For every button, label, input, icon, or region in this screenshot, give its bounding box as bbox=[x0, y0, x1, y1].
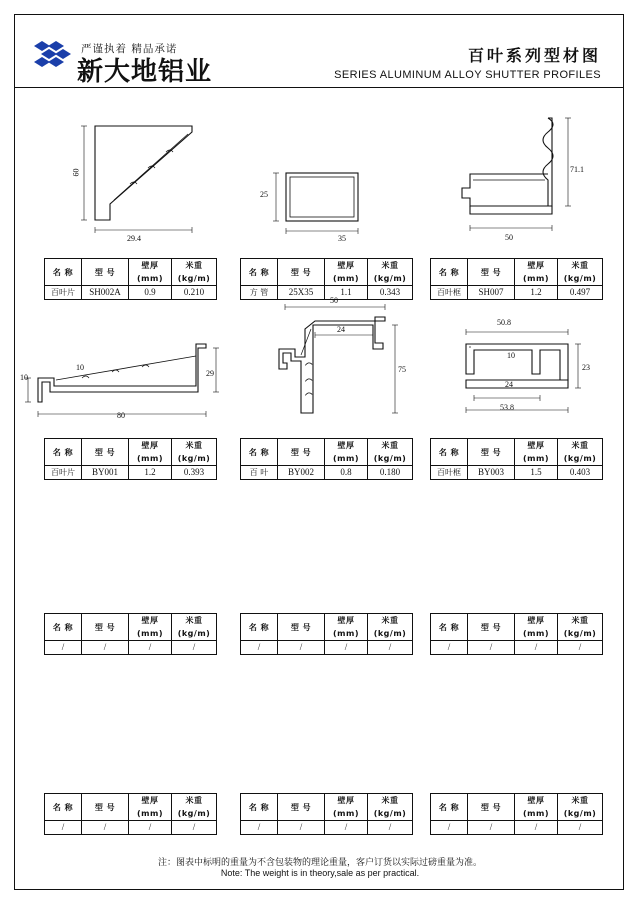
col-model: 型 号 bbox=[82, 614, 129, 641]
cell-weight: / bbox=[172, 821, 217, 835]
col-weight: 米重(kg/m) bbox=[558, 614, 603, 641]
dim-sh007-height: 71.1 bbox=[570, 165, 584, 174]
table-row bbox=[241, 439, 413, 466]
table-row bbox=[431, 286, 603, 300]
col-model: 型 号 bbox=[278, 794, 325, 821]
cell-name: / bbox=[431, 821, 468, 835]
col-weight: 米重(kg/m) bbox=[368, 614, 413, 641]
table-row bbox=[431, 259, 603, 286]
spec-table-sh002a bbox=[44, 258, 217, 300]
table-row bbox=[431, 439, 603, 466]
col-thickness: 壁厚(mm) bbox=[325, 794, 368, 821]
cell-model: / bbox=[468, 821, 515, 835]
cell-name: / bbox=[431, 641, 468, 655]
table-row bbox=[45, 259, 217, 286]
dim-by001-h3: 29 bbox=[206, 369, 214, 378]
cell-name: / bbox=[241, 821, 278, 835]
col-thickness: 壁厚(mm) bbox=[325, 439, 368, 466]
col-weight: 米重(kg/m) bbox=[172, 614, 217, 641]
cell-name: / bbox=[241, 641, 278, 655]
cell-name: 百叶框 bbox=[431, 286, 468, 300]
cell-thickness: / bbox=[325, 821, 368, 835]
col-name: 名 称 bbox=[431, 794, 468, 821]
col-name: 名 称 bbox=[45, 259, 82, 286]
col-model: 型 号 bbox=[82, 794, 129, 821]
dim-by003-top: 50.8 bbox=[497, 318, 511, 327]
brand-slogan: 严谨执着 精品承诺 bbox=[81, 43, 178, 55]
spec-table-by001 bbox=[44, 438, 217, 480]
spec-table-empty-3 bbox=[430, 613, 603, 655]
cell-thickness: / bbox=[129, 821, 172, 835]
table-row bbox=[45, 821, 217, 835]
cell-weight: / bbox=[368, 641, 413, 655]
dim-25x35-height: 25 bbox=[260, 190, 268, 199]
col-name: 名 称 bbox=[241, 439, 278, 466]
dim-by002-mid: 24 bbox=[337, 325, 345, 334]
profile-drawing-sh002a bbox=[70, 108, 220, 253]
cell-thickness: 1.2 bbox=[129, 466, 172, 480]
cell-weight: / bbox=[558, 821, 603, 835]
table-row bbox=[241, 641, 413, 655]
col-weight: 米重(kg/m) bbox=[172, 439, 217, 466]
col-name: 名 称 bbox=[241, 614, 278, 641]
cell-model: / bbox=[82, 641, 129, 655]
cell-thickness: 1.5 bbox=[515, 466, 558, 480]
profile-drawing-by001 bbox=[20, 330, 230, 430]
col-thickness: 壁厚(mm) bbox=[129, 439, 172, 466]
spec-table-sh007 bbox=[430, 258, 603, 300]
cell-weight: 0.210 bbox=[172, 286, 217, 300]
table-row bbox=[241, 259, 413, 286]
dim-sh007-width: 50 bbox=[505, 233, 513, 242]
col-weight: 米重(kg/m) bbox=[558, 794, 603, 821]
cell-model: / bbox=[82, 821, 129, 835]
spec-table-empty-4 bbox=[44, 793, 217, 835]
cell-weight: 0.343 bbox=[368, 286, 413, 300]
cell-thickness: / bbox=[515, 821, 558, 835]
cell-model: SH002A bbox=[82, 286, 129, 300]
dim-sh002a-height: 60 bbox=[71, 168, 81, 177]
table-row bbox=[431, 821, 603, 835]
col-model: 型 号 bbox=[468, 794, 515, 821]
cell-model: 25X35 bbox=[278, 286, 325, 300]
cell-name: 百 叶 bbox=[241, 466, 278, 480]
footer-note-cn: 注：图表中标明的重量为不含包装物的理论重量，客户订货以实际过磅重量为准。 bbox=[157, 858, 482, 868]
col-name: 名 称 bbox=[431, 614, 468, 641]
dim-by001-h2: 10 bbox=[76, 363, 84, 372]
col-model: 型 号 bbox=[278, 614, 325, 641]
col-weight: 米重(kg/m) bbox=[368, 439, 413, 466]
spec-table-by003 bbox=[430, 438, 603, 480]
dim-25x35-width: 35 bbox=[338, 234, 346, 243]
col-model: 型 号 bbox=[278, 439, 325, 466]
col-weight: 米重(kg/m) bbox=[558, 439, 603, 466]
cell-name: / bbox=[45, 641, 82, 655]
col-weight: 米重(kg/m) bbox=[172, 259, 217, 286]
dim-by001-width: 80 bbox=[117, 411, 125, 420]
cell-weight: / bbox=[558, 641, 603, 655]
table-row bbox=[45, 286, 217, 300]
col-model: 型 号 bbox=[82, 439, 129, 466]
cell-model: / bbox=[468, 641, 515, 655]
col-thickness: 壁厚(mm) bbox=[129, 794, 172, 821]
cell-thickness: / bbox=[325, 641, 368, 655]
table-row bbox=[431, 794, 603, 821]
col-model: 型 号 bbox=[468, 439, 515, 466]
table-row bbox=[431, 466, 603, 480]
col-weight: 米重(kg/m) bbox=[172, 794, 217, 821]
col-name: 名 称 bbox=[241, 259, 278, 286]
cell-thickness: 1.2 bbox=[515, 286, 558, 300]
table-row bbox=[241, 614, 413, 641]
cell-model: BY003 bbox=[468, 466, 515, 480]
brand-name: 新大地铝业 bbox=[77, 57, 213, 87]
table-row bbox=[45, 466, 217, 480]
table-row bbox=[241, 794, 413, 821]
cell-name: 百叶片 bbox=[45, 286, 82, 300]
col-model: 型 号 bbox=[278, 259, 325, 286]
col-name: 名 称 bbox=[45, 614, 82, 641]
table-row bbox=[45, 439, 217, 466]
page-header bbox=[15, 15, 623, 88]
cell-model: / bbox=[278, 821, 325, 835]
cell-model: BY001 bbox=[82, 466, 129, 480]
dim-by002-top: 50 bbox=[330, 296, 338, 305]
dim-by003-inner: 24 bbox=[505, 380, 513, 389]
profile-drawing-25x35 bbox=[258, 155, 388, 245]
document-title-cn: 百叶系列型材图 bbox=[467, 46, 601, 65]
profile-drawing-sh007 bbox=[440, 110, 600, 250]
profile-drawing-by002 bbox=[255, 295, 405, 435]
col-weight: 米重(kg/m) bbox=[368, 794, 413, 821]
col-name: 名 称 bbox=[45, 794, 82, 821]
cell-name: 方 管 bbox=[241, 286, 278, 300]
cell-thickness: 0.9 bbox=[129, 286, 172, 300]
col-name: 名 称 bbox=[45, 439, 82, 466]
col-name: 名 称 bbox=[431, 439, 468, 466]
cell-weight: 0.180 bbox=[368, 466, 413, 480]
col-thickness: 壁厚(mm) bbox=[129, 614, 172, 641]
spec-table-empty-1 bbox=[44, 613, 217, 655]
cell-weight: 0.403 bbox=[558, 466, 603, 480]
col-model: 型 号 bbox=[468, 614, 515, 641]
cell-name: / bbox=[45, 821, 82, 835]
col-thickness: 壁厚(mm) bbox=[515, 794, 558, 821]
cell-name: 百叶片 bbox=[45, 466, 82, 480]
dim-by003-width: 53.8 bbox=[500, 403, 514, 412]
col-weight: 米重(kg/m) bbox=[368, 259, 413, 286]
cell-thickness: / bbox=[515, 641, 558, 655]
col-weight: 米重(kg/m) bbox=[558, 259, 603, 286]
diamond-logo-icon bbox=[32, 38, 74, 70]
cell-weight: / bbox=[172, 641, 217, 655]
col-thickness: 壁厚(mm) bbox=[515, 614, 558, 641]
cell-weight: 0.497 bbox=[558, 286, 603, 300]
footer-note-en: Note: The weight is in theory,sale as per practical. bbox=[220, 868, 420, 878]
table-row bbox=[241, 821, 413, 835]
table-row bbox=[45, 614, 217, 641]
table-row bbox=[241, 466, 413, 480]
table-row bbox=[45, 641, 217, 655]
spec-table-empty-2 bbox=[240, 613, 413, 655]
spec-table-by002 bbox=[240, 438, 413, 480]
cell-model: / bbox=[278, 641, 325, 655]
table-row bbox=[45, 794, 217, 821]
cell-thickness: 0.8 bbox=[325, 466, 368, 480]
col-thickness: 壁厚(mm) bbox=[515, 439, 558, 466]
col-name: 名 称 bbox=[241, 794, 278, 821]
cell-thickness: / bbox=[129, 641, 172, 655]
spec-table-empty-6 bbox=[430, 793, 603, 835]
col-model: 型 号 bbox=[468, 259, 515, 286]
dim-by002-height: 75 bbox=[398, 365, 406, 374]
table-row bbox=[431, 641, 603, 655]
spec-table-25x35 bbox=[240, 258, 413, 300]
col-thickness: 壁厚(mm) bbox=[515, 259, 558, 286]
dim-sh002a-width: 29.4 bbox=[127, 234, 141, 243]
cell-name: 百叶框 bbox=[431, 466, 468, 480]
spec-table-empty-5 bbox=[240, 793, 413, 835]
col-thickness: 壁厚(mm) bbox=[325, 614, 368, 641]
profile-drawing-by003 bbox=[450, 310, 600, 430]
table-row bbox=[431, 614, 603, 641]
dim-by003-height: 23 bbox=[582, 363, 590, 372]
cell-weight: 0.393 bbox=[172, 466, 217, 480]
cell-model: BY002 bbox=[278, 466, 325, 480]
col-thickness: 壁厚(mm) bbox=[129, 259, 172, 286]
dim-by001-h1: 10 bbox=[20, 373, 28, 382]
cell-model: SH007 bbox=[468, 286, 515, 300]
col-model: 型 号 bbox=[82, 259, 129, 286]
cell-weight: / bbox=[368, 821, 413, 835]
document-title-en: SERIES ALUMINUM ALLOY SHUTTER PROFILES bbox=[334, 69, 601, 81]
cell-thickness: 1.1 bbox=[325, 286, 368, 300]
col-name: 名 称 bbox=[431, 259, 468, 286]
dim-by003-small: 10 bbox=[507, 351, 515, 360]
col-thickness: 壁厚(mm) bbox=[325, 259, 368, 286]
